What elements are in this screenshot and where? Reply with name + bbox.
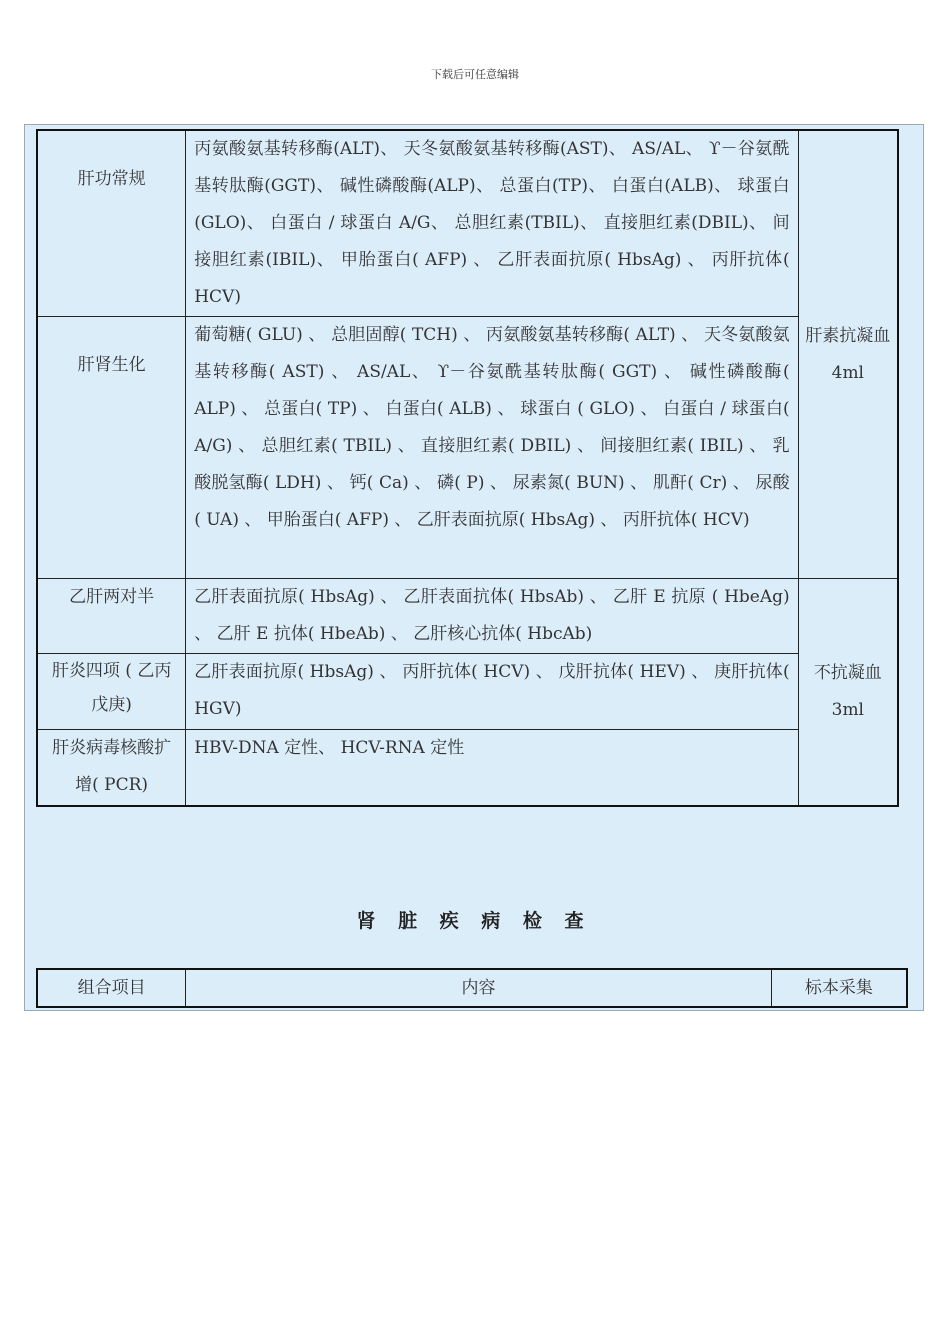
combo-item-name: 肝功常规 (37, 130, 186, 317)
table-row (37, 579, 898, 654)
table-header-row (37, 969, 907, 1007)
liver-test-table (36, 129, 899, 807)
combo-item-content: 乙肝表面抗原( HbsAg) 、 乙肝表面抗体( HbsAb) 、 乙肝 E 抗原 ( HbeAg) 、 乙肝 E 抗体( HbeAb) 、 乙肝核心抗体( HbcAb) (186, 579, 798, 654)
kidney-test-table (36, 968, 908, 1008)
combo-item-name: 肝炎四项 ( 乙丙戊庚) (37, 654, 186, 730)
combo-item-content: 乙肝表面抗原( HbsAg) 、 丙肝抗体( HCV) 、 戊肝抗体( HEV) 、 庚肝抗体( HGV) (186, 654, 798, 730)
table-row (37, 654, 898, 730)
combo-item-content: 葡萄糖( GLU) 、 总胆固醇( TCH) 、 丙氨酸氨基转移酶( ALT) 、 天冬氨酸氨基转移酶( AST) 、 AS/AL、 ϒ－谷氨酰基转肽酶( GGT) 、 碱性磷酸酶( ALP) 、 总蛋白( TP) 、 白蛋白( ALB) 、 球蛋白 ( GLO) 、 白蛋白 / 球蛋白( A/G) 、 总胆红素( TBIL) 、 直接胆红素( DBIL) 、 间接胆红素( IBIL) 、 乳酸脱氢酶( LDH) 、 钙( Ca) 、 磷( P) 、 尿素氮( BUN) 、 肌酐( Cr) 、 尿酸( UA) 、 甲胎蛋白( AFP) 、 乙肝表面抗原( HbsAg) 、 丙肝抗体( HCV) (186, 317, 798, 579)
document-panel (24, 124, 924, 1011)
specimen-collection: 不抗凝血 3ml (798, 579, 898, 806)
section-title: 肾 脏 疾 病 检 查 (356, 910, 592, 932)
column-header-combo-item: 组合项目 (37, 969, 186, 1007)
table-row (37, 730, 898, 806)
combo-item-name: 乙肝两对半 (37, 579, 186, 654)
column-header-content: 内容 (186, 969, 772, 1007)
combo-item-name: 肝炎病毒核酸扩增( PCR) (37, 730, 186, 806)
table-row (37, 317, 898, 579)
header-note: 下载后可任意编辑 (431, 68, 519, 81)
specimen-collection: 肝素抗凝血 4ml (798, 130, 898, 579)
column-header-specimen: 标本采集 (771, 969, 907, 1007)
combo-item-content: 丙氨酸氨基转移酶(ALT)、 天冬氨酸氨基转移酶(AST)、 AS/AL、 ϒ－谷氨酰基转肽酶(GGT)、 碱性磷酸酶(ALP)、 总蛋白(TP)、 白蛋白(ALB)、 球蛋白(GLO)、 白蛋白 / 球蛋白 A/G、 总胆红素(TBIL)、 直接胆红素(DBIL)、 间接胆红素(IBIL)、 甲胎蛋白( AFP) 、 乙肝表面抗原( HbsAg) 、 丙肝抗体( HCV) (186, 130, 798, 317)
combo-item-content: HBV-DNA 定性、 HCV-RNA 定性 (186, 730, 798, 806)
table-row (37, 130, 898, 317)
combo-item-name: 肝肾生化 (37, 317, 186, 579)
